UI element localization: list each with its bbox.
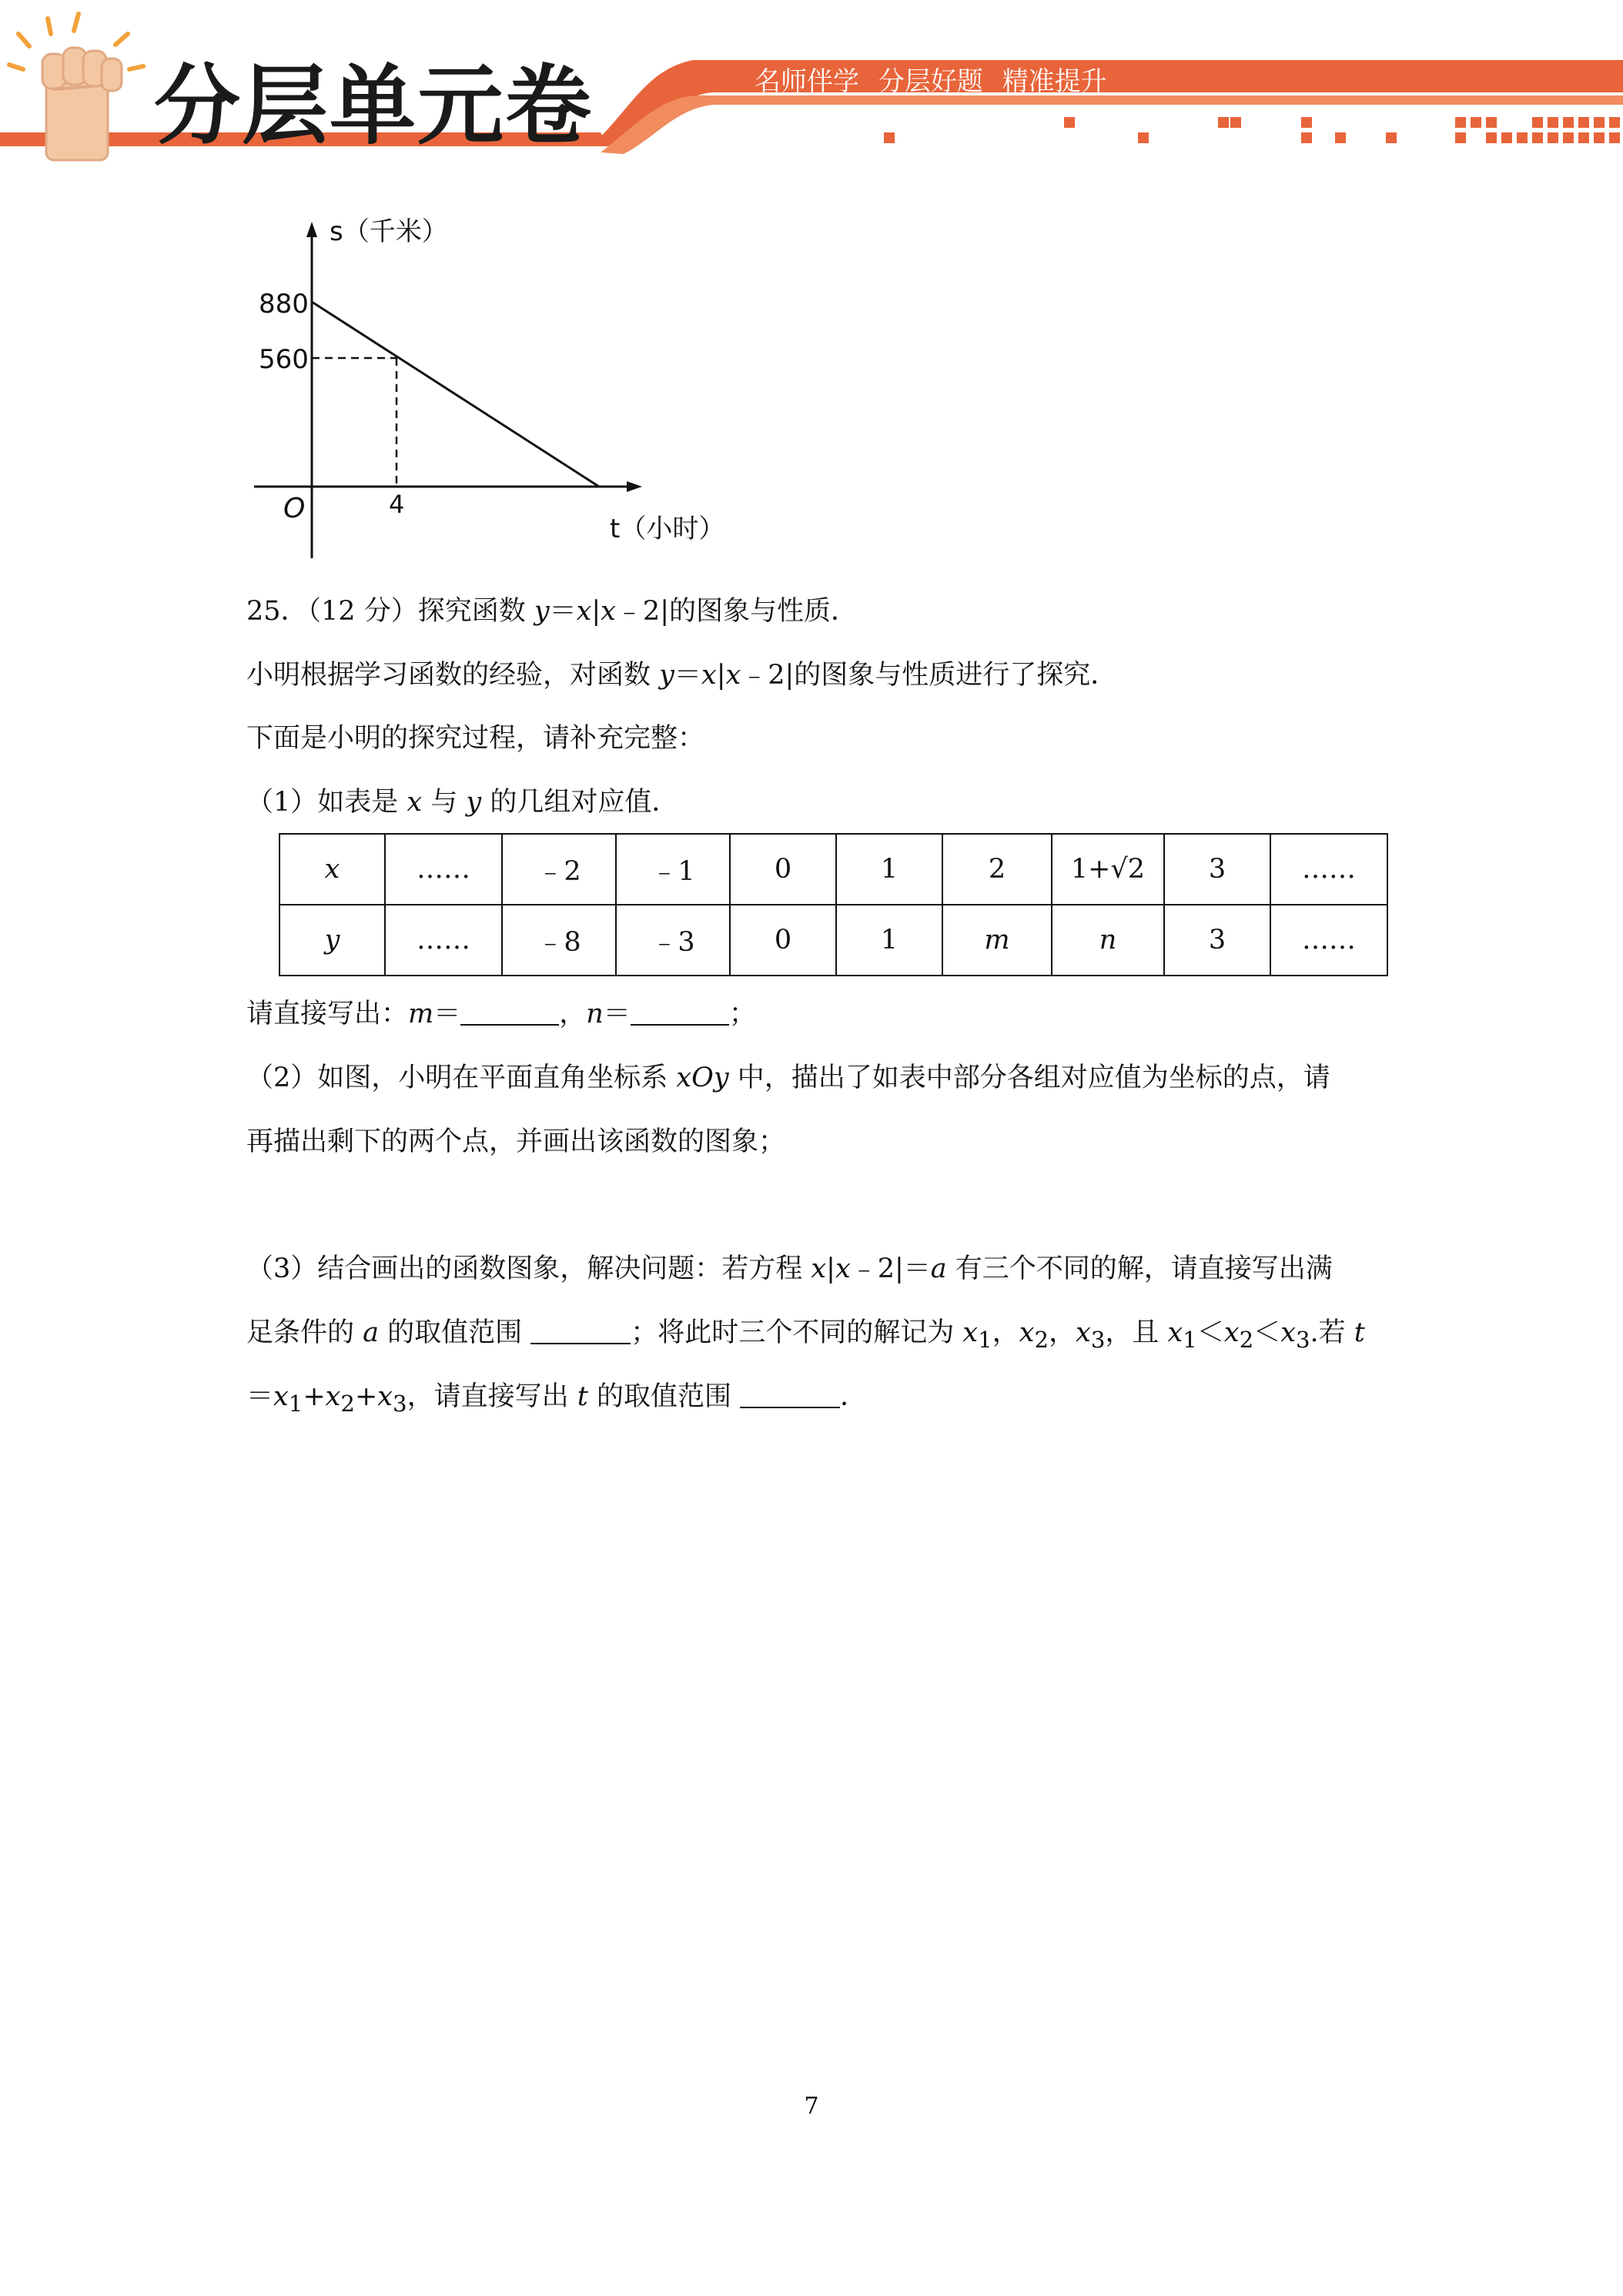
table-cell: n xyxy=(1052,905,1164,976)
page-number: 7 xyxy=(804,2093,819,2120)
answer-blank-n[interactable] xyxy=(631,999,729,1026)
table-cell: 0 xyxy=(730,834,836,905)
brand-title: 分层单元卷 xyxy=(154,56,593,156)
problem-25-title: 25．（12 分）探究函数 y＝x|x﹣2|的图象与性质． xyxy=(246,596,858,627)
problem-instruction: 下面是小明的探究过程，请补充完整： xyxy=(246,723,705,754)
table-cell: 1 xyxy=(836,905,942,976)
problem-intro: 小明根据学习函数的经验，对函数 y＝x|x﹣2|的图象与性质进行了探究． xyxy=(246,660,1118,691)
table-row-y xyxy=(279,905,1387,976)
distance-time-figure xyxy=(231,208,739,562)
table-cell: 2 xyxy=(942,834,1052,905)
table-cell: ﹣2 xyxy=(502,834,616,905)
table-cell: 1+√2 xyxy=(1052,834,1164,905)
x-axis-label: t（小时） xyxy=(610,514,725,544)
table-cell: 3 xyxy=(1164,905,1270,976)
answer-blank-a-range[interactable] xyxy=(530,1318,631,1344)
question-3-line-3: $=x_1+x_2+x_3$，请直接写出 t 的取值范围 ． xyxy=(246,1381,868,1417)
answer-blank-t-range[interactable] xyxy=(740,1382,840,1408)
table-cell: …… xyxy=(385,905,502,976)
table-cell: m xyxy=(942,905,1052,976)
x-tick-4: 4 xyxy=(389,490,405,519)
question-3-line-1: （3）结合画出的函数图象，解决问题：若方程 x|x﹣2|＝a 有三个不同的解，请直接写出满 xyxy=(246,1253,1333,1284)
question-1: （1）如表是 x 与 y 的几组对应值． xyxy=(246,787,679,818)
table-head-y: y xyxy=(279,905,385,976)
y-tick-880: 880 xyxy=(259,289,309,320)
table-cell: ﹣3 xyxy=(616,905,730,976)
table-cell: 0 xyxy=(730,905,836,976)
table-cell: 1 xyxy=(836,834,942,905)
question-2-line-2: 再描出剩下的两个点，并画出该函数的图象； xyxy=(246,1126,786,1157)
fill-in-mn: 请直接写出：m＝ ，n＝ ； xyxy=(246,999,756,1029)
decorative-pixels xyxy=(884,117,1620,143)
distance-line xyxy=(312,302,599,487)
table-cell: ﹣8 xyxy=(502,905,616,976)
table-cell: 3 xyxy=(1164,834,1270,905)
question-2-line-1: （2）如图，小明在平面直角坐标系 xOy 中，描出了如表中部分各组对应值为坐标的点，请 xyxy=(246,1063,1330,1093)
question-3-line-2: 足条件的 a 的取值范围 ；将此时三个不同的解记为 $x_1$，$x_2$，$x_3$，且 $x_1<x_2<x_3$.若 t xyxy=(246,1317,1365,1353)
y-tick-560: 560 xyxy=(259,344,309,375)
page-header xyxy=(0,0,1623,177)
header-slogan: 名师伴学 分层好题 精准提升 xyxy=(755,66,1107,97)
table-row-x xyxy=(279,834,1387,905)
x-axis-arrow xyxy=(627,481,642,492)
y-axis-arrow xyxy=(306,222,317,237)
value-table xyxy=(279,833,1388,976)
table-cell: …… xyxy=(1270,905,1387,976)
table-cell: ﹣1 xyxy=(616,834,730,905)
table-cell: …… xyxy=(385,834,502,905)
table-cell: …… xyxy=(1270,834,1387,905)
table-head-x: x xyxy=(279,834,385,905)
origin-label: O xyxy=(283,493,306,524)
y-axis-label: s（千米） xyxy=(330,216,448,247)
answer-blank-m[interactable] xyxy=(460,999,559,1026)
